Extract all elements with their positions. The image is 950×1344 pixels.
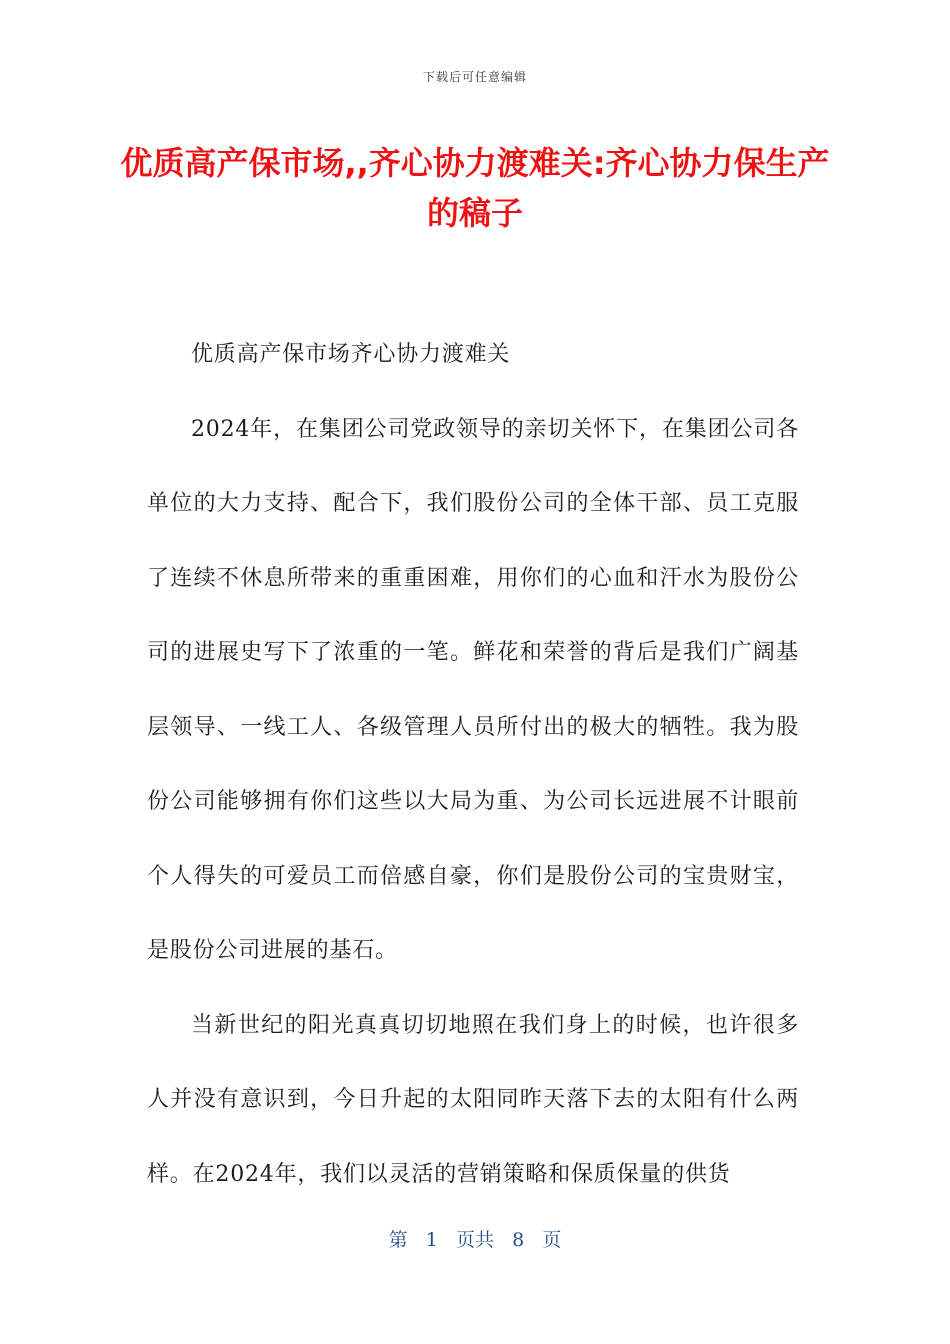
footer-page-suffix: 页 <box>542 1229 562 1251</box>
page-footer <box>0 1225 950 1252</box>
paragraph: 当新世纪的阳光真真切切地照在我们身上的时候，也许很多人并没有意识到，今日升起的太阳同昨天落下去的太阳有什么两样。在2024年，我们以灵活的营销策略和保质保量的供货 <box>147 1012 799 1187</box>
footer-page-middle: 页共 <box>455 1229 494 1251</box>
footer-total-pages: 8 <box>512 1229 525 1251</box>
footer-page-number: 1 <box>425 1229 438 1251</box>
document-title: 优质高产保市场,,齐心协力渡难关:齐心协力保生产的稿子 <box>120 144 830 232</box>
document-body <box>147 318 799 1212</box>
footer-page-prefix: 第 <box>388 1229 408 1251</box>
paragraph: 2024年，在集团公司党政领导的亲切关怀下，在集团公司各单位的大力支持、配合下，我们股份公司的全体干部、员工克服了连续不休息所带来的重重困难，用你们的心血和汗水为股份公司的进展史写下了浓重的一笔。鲜花和荣誉的背后是我们广阔基层领导、一线工人、各级管理人员所付出的极大的牺牲。我为股份公司能够拥有你们这些以大局为重、为公司长远进展不计眼前个人得失的可爱员工而倍感自豪，你们是股份公司的宝贵财宝，是股份公司进展的基石。 <box>147 416 799 963</box>
paragraph-subtitle: 优质高产保市场齐心协力渡难关 <box>191 342 511 367</box>
header-note: 下载后可任意编辑 <box>422 70 527 84</box>
